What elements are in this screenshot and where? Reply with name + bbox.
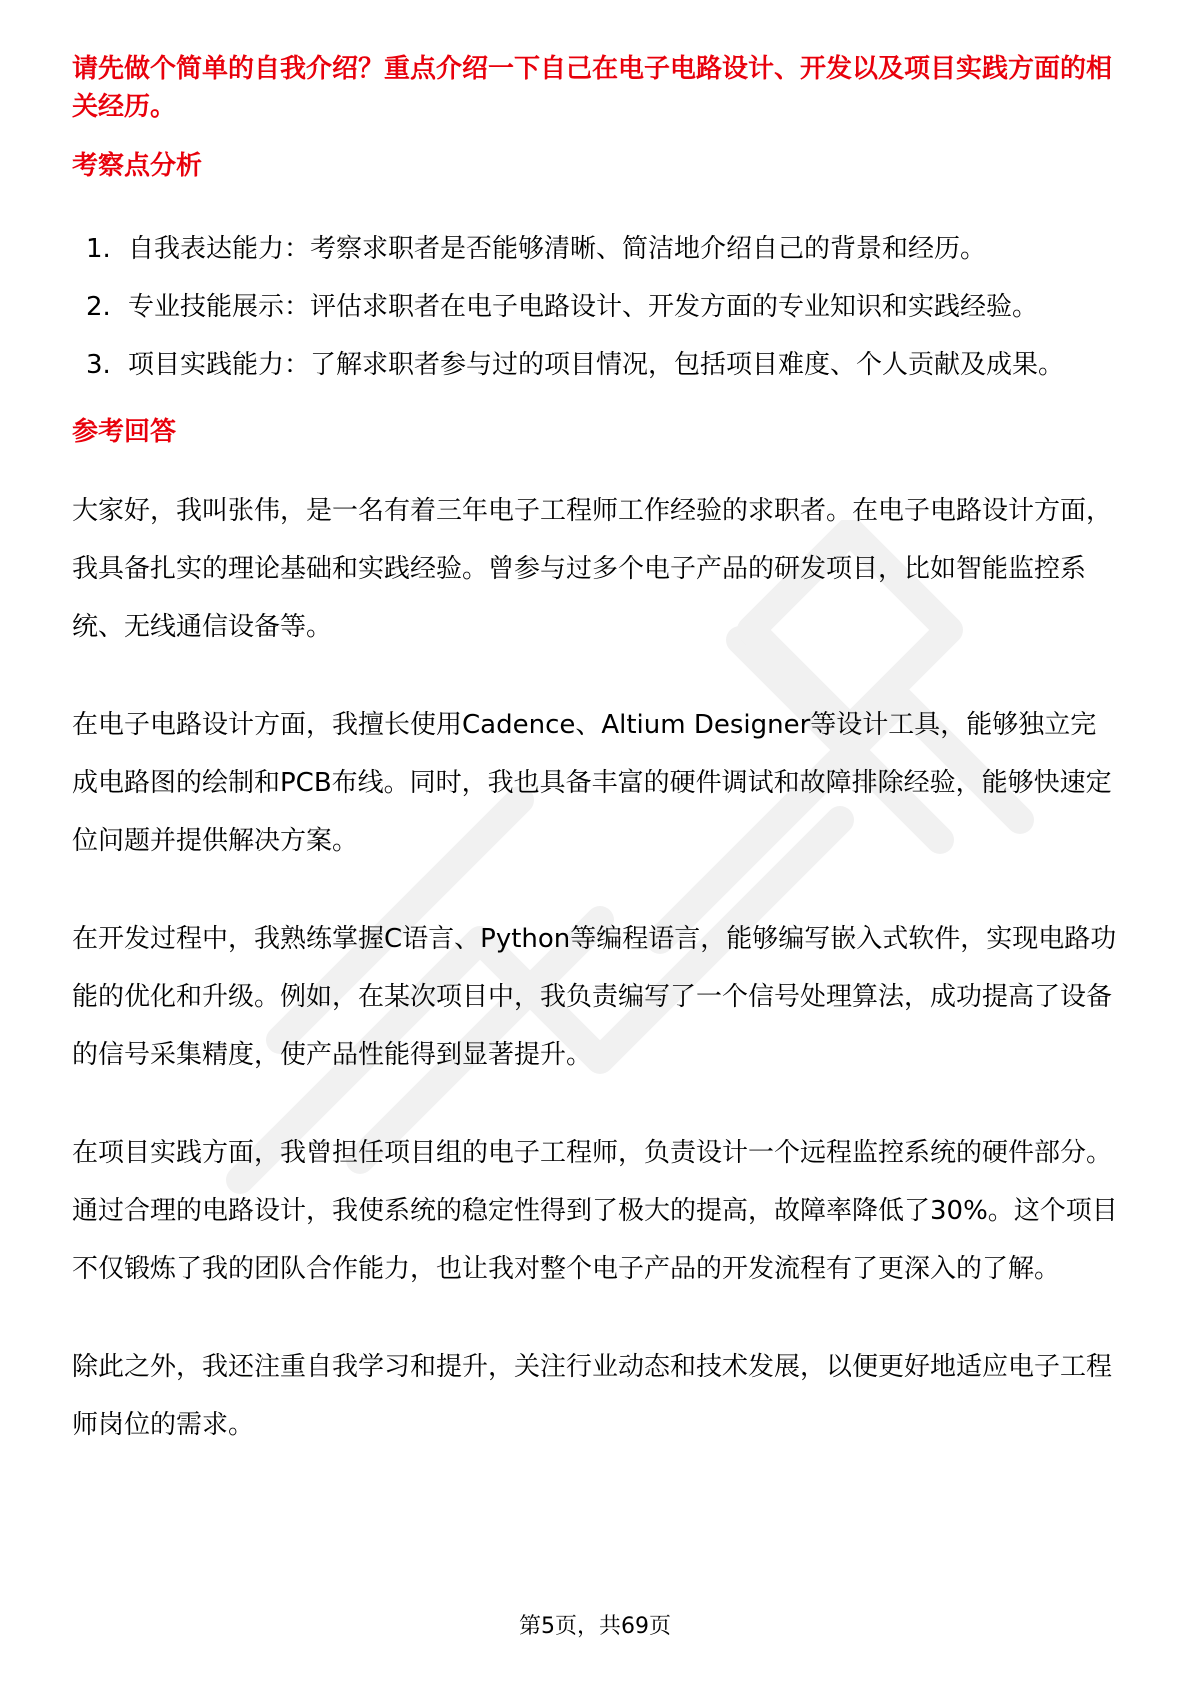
answer-section-title: 参考回答 <box>72 417 177 447</box>
list-item-number: 1. <box>86 234 111 264</box>
list-item <box>72 278 1118 336</box>
list-item <box>72 336 1118 394</box>
list-item-text: 专业技能展示：评估求职者在电子电路设计、开发方面的专业知识和实践经验。 <box>128 292 1039 322</box>
answer-paragraph: 大家好，我叫张伟，是一名有着三年电子工程师工作经验的求职者。在电子电路设计方面，我具备扎实的理论基础和实践经验。曾参与过多个电子产品的研发项目，比如智能监控系统、无线通信设备等。 <box>72 496 1113 642</box>
answer-paragraph: 在项目实践方面，我曾担任项目组的电子工程师，负责设计一个远程监控系统的硬件部分。通过合理的电路设计，我使系统的稳定性得到了极大的提高，故障率降低了30%。这个项目不仅锻炼了我的团队合作能力，也让我对整个电子产品的开发流程有了更深入的了解。 <box>72 1138 1118 1284</box>
list-item-number: 3. <box>86 350 111 380</box>
list-item-number: 2. <box>86 292 111 322</box>
list-item-text: 项目实践能力：了解求职者参与过的项目情况，包括项目难度、个人贡献及成果。 <box>128 350 1065 380</box>
answer-paragraph: 在开发过程中，我熟练掌握C语言、Python等编程语言，能够编写嵌入式软件，实现电路功能的优化和升级。例如，在某次项目中，我负责编写了一个信号处理算法，成功提高了设备的信号采集精度，使产品性能得到显著提升。 <box>72 924 1117 1070</box>
list-item <box>72 220 1118 278</box>
answer-paragraph: 在电子电路设计方面，我擅长使用Cadence、Altium Designer等设计工具，能够独立完成电路图的绘制和PCB布线。同时，我也具备丰富的硬件调试和故障排除经验，能够快速定位问题并提供解决方案。 <box>72 710 1112 856</box>
list-item-text: 自我表达能力：考察求职者是否能够清晰、简洁地介绍自己的背景和经历。 <box>128 234 987 264</box>
analysis-points-list <box>72 220 1118 394</box>
page-number-footer: 第5页，共69页 <box>519 1614 671 1639</box>
answer-paragraph: 除此之外，我还注重自我学习和提升，关注行业动态和技术发展，以便更好地适应电子工程师岗位的需求。 <box>72 1352 1113 1440</box>
question-heading: 请先做个简单的自我介绍？重点介绍一下自己在电子电路设计、开发以及项目实践方面的相关经历。 <box>72 54 1113 122</box>
analysis-section-title: 考察点分析 <box>72 151 203 181</box>
document-page <box>72 50 1118 1454</box>
